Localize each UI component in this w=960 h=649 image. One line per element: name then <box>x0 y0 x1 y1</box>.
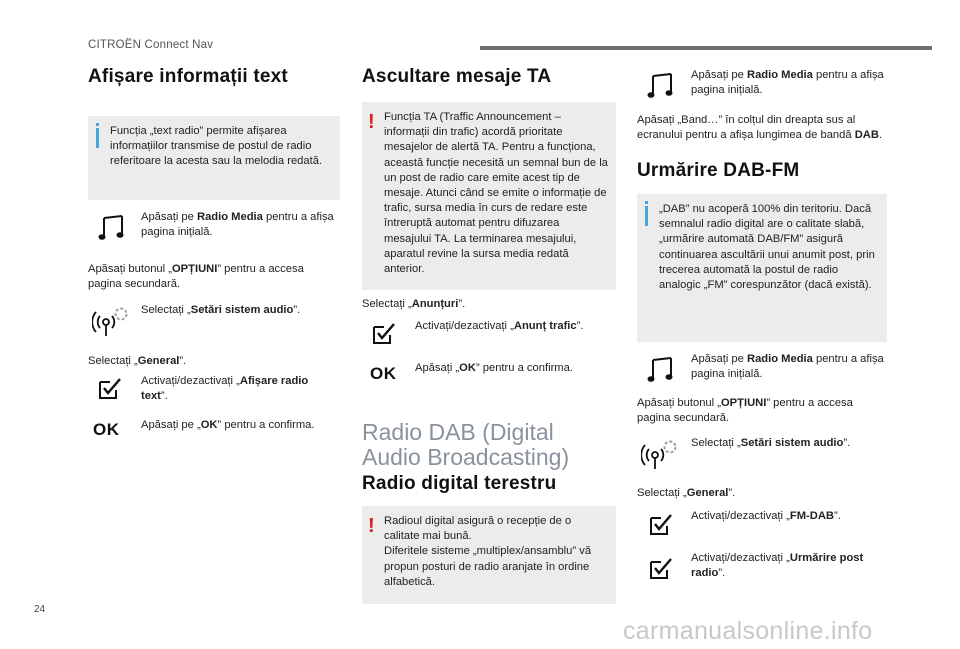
header-rule <box>480 46 932 50</box>
warning-icon: ! <box>368 111 375 133</box>
info-icon <box>96 128 99 148</box>
step-radio-media-2: Apăsați pe Radio Media pentru a afișa pagina inițială. <box>691 353 884 381</box>
step-confirm: Apăsați pe „OK” pentru a confirma. <box>141 419 315 431</box>
music-note-icon <box>647 356 673 384</box>
info-box <box>88 116 340 200</box>
step-audio-settings: Selectați „Setări sistem audio”. <box>141 304 301 316</box>
paragraph-options: Apăsați butonul „OPȚIUNI” pentru a accesa pagina secundară. <box>88 263 304 291</box>
page-number: 24 <box>34 604 46 615</box>
step-radio-text: Activați/dezactivați „Afișare radio text”. <box>141 375 309 403</box>
heading-text-info: Afișare informații text <box>88 66 288 87</box>
heading-digital-radio: Radio digital terestru <box>362 473 557 494</box>
step-radio-media: Apăsați pe Radio Media pentru a afișa pagina inițială. <box>141 211 334 239</box>
warning-box <box>362 102 616 290</box>
paragraph-general: Selectați „General”. <box>637 487 736 499</box>
music-note-icon <box>647 72 673 100</box>
warning-box-2 <box>362 506 616 604</box>
info-text: Funcția „text radio” permite afișarea informațiilor transmise de postul de radio referitoare la acesta sau la melodia redată. <box>110 125 323 168</box>
step-traffic: Activați/dezactivați „Anunț trafic”. <box>415 320 584 332</box>
step-fm-dab: Activați/dezactivați „FM-DAB”. <box>691 510 841 522</box>
paragraph-options: Apăsați butonul „OPȚIUNI” pentru a accesa pagina secundară. <box>637 397 853 425</box>
watermark: carmanualsonline.info <box>623 617 873 645</box>
radio-settings-icon <box>92 305 130 337</box>
running-header: CITROËN Connect Nav <box>88 39 214 51</box>
checkbox-icon <box>98 376 122 400</box>
paragraph-general: Selectați „General”. <box>88 355 187 367</box>
warning-text: Funcția TA (Traffic Announcement – informații din trafic) acordă prioritate mesajelor de alertă TA. Pentru a funcționa, această funcție necesită un semnal bun de la un post de radio care emite acest tip de mesaje. Atunci când se emite o informație de trafic, sursa media în curs de redare este întreruptă automat pentru difuzarea mesajului TA. La terminarea mesajului, aparatul revine la sursa media redată anterior. <box>384 111 608 276</box>
radio-settings-icon <box>641 438 679 470</box>
warning-icon: ! <box>368 515 375 537</box>
checkbox-icon <box>649 556 673 580</box>
step-station-follow: Activați/dezactivați „Urmărire post radio”. <box>691 552 864 580</box>
step-radio-media: Apăsați pe Radio Media pentru a afișa pagina inițială. <box>691 69 884 97</box>
ok-icon: OK <box>93 420 120 439</box>
paragraph-band: Apăsați „Band…” în colțul din dreapta sus al ecranului pentru a afișa lungimea de bandă DAB. <box>637 114 883 142</box>
info-box <box>637 194 887 342</box>
checkbox-icon <box>372 321 396 345</box>
warning-text: Radioul digital asigură o recepție de o calitate mai bună. Diferitele sisteme „multiplex/ansamblu” vă propun posturi de radio aranjate în ordine alfabetică. <box>384 515 592 588</box>
checkbox-icon <box>649 512 673 536</box>
heading-ta: Ascultare mesaje TA <box>362 66 552 87</box>
section-title-dab: Radio DAB (Digital Audio Broadcasting) <box>362 419 570 470</box>
paragraph-announcements: Selectați „Anunțuri”. <box>362 298 466 310</box>
heading-dab-fm: Urmărire DAB-FM <box>637 160 800 181</box>
info-text: „DAB” nu acoperă 100% din teritoriu. Dacă semnalul radio digital are o calitate slabă, „urmărire automată DAB/FM” asigură continuarea ascultării unui anumit post, prin trecerea automată la postul de radio analogic „FM” corespunzător (dacă există). <box>659 203 875 292</box>
info-icon <box>645 206 648 226</box>
ok-icon: OK <box>370 364 397 383</box>
step-confirm: Apăsați „OK” pentru a confirma. <box>415 362 573 374</box>
step-audio-settings: Selectați „Setări sistem audio”. <box>691 437 851 449</box>
music-note-icon <box>98 214 124 242</box>
